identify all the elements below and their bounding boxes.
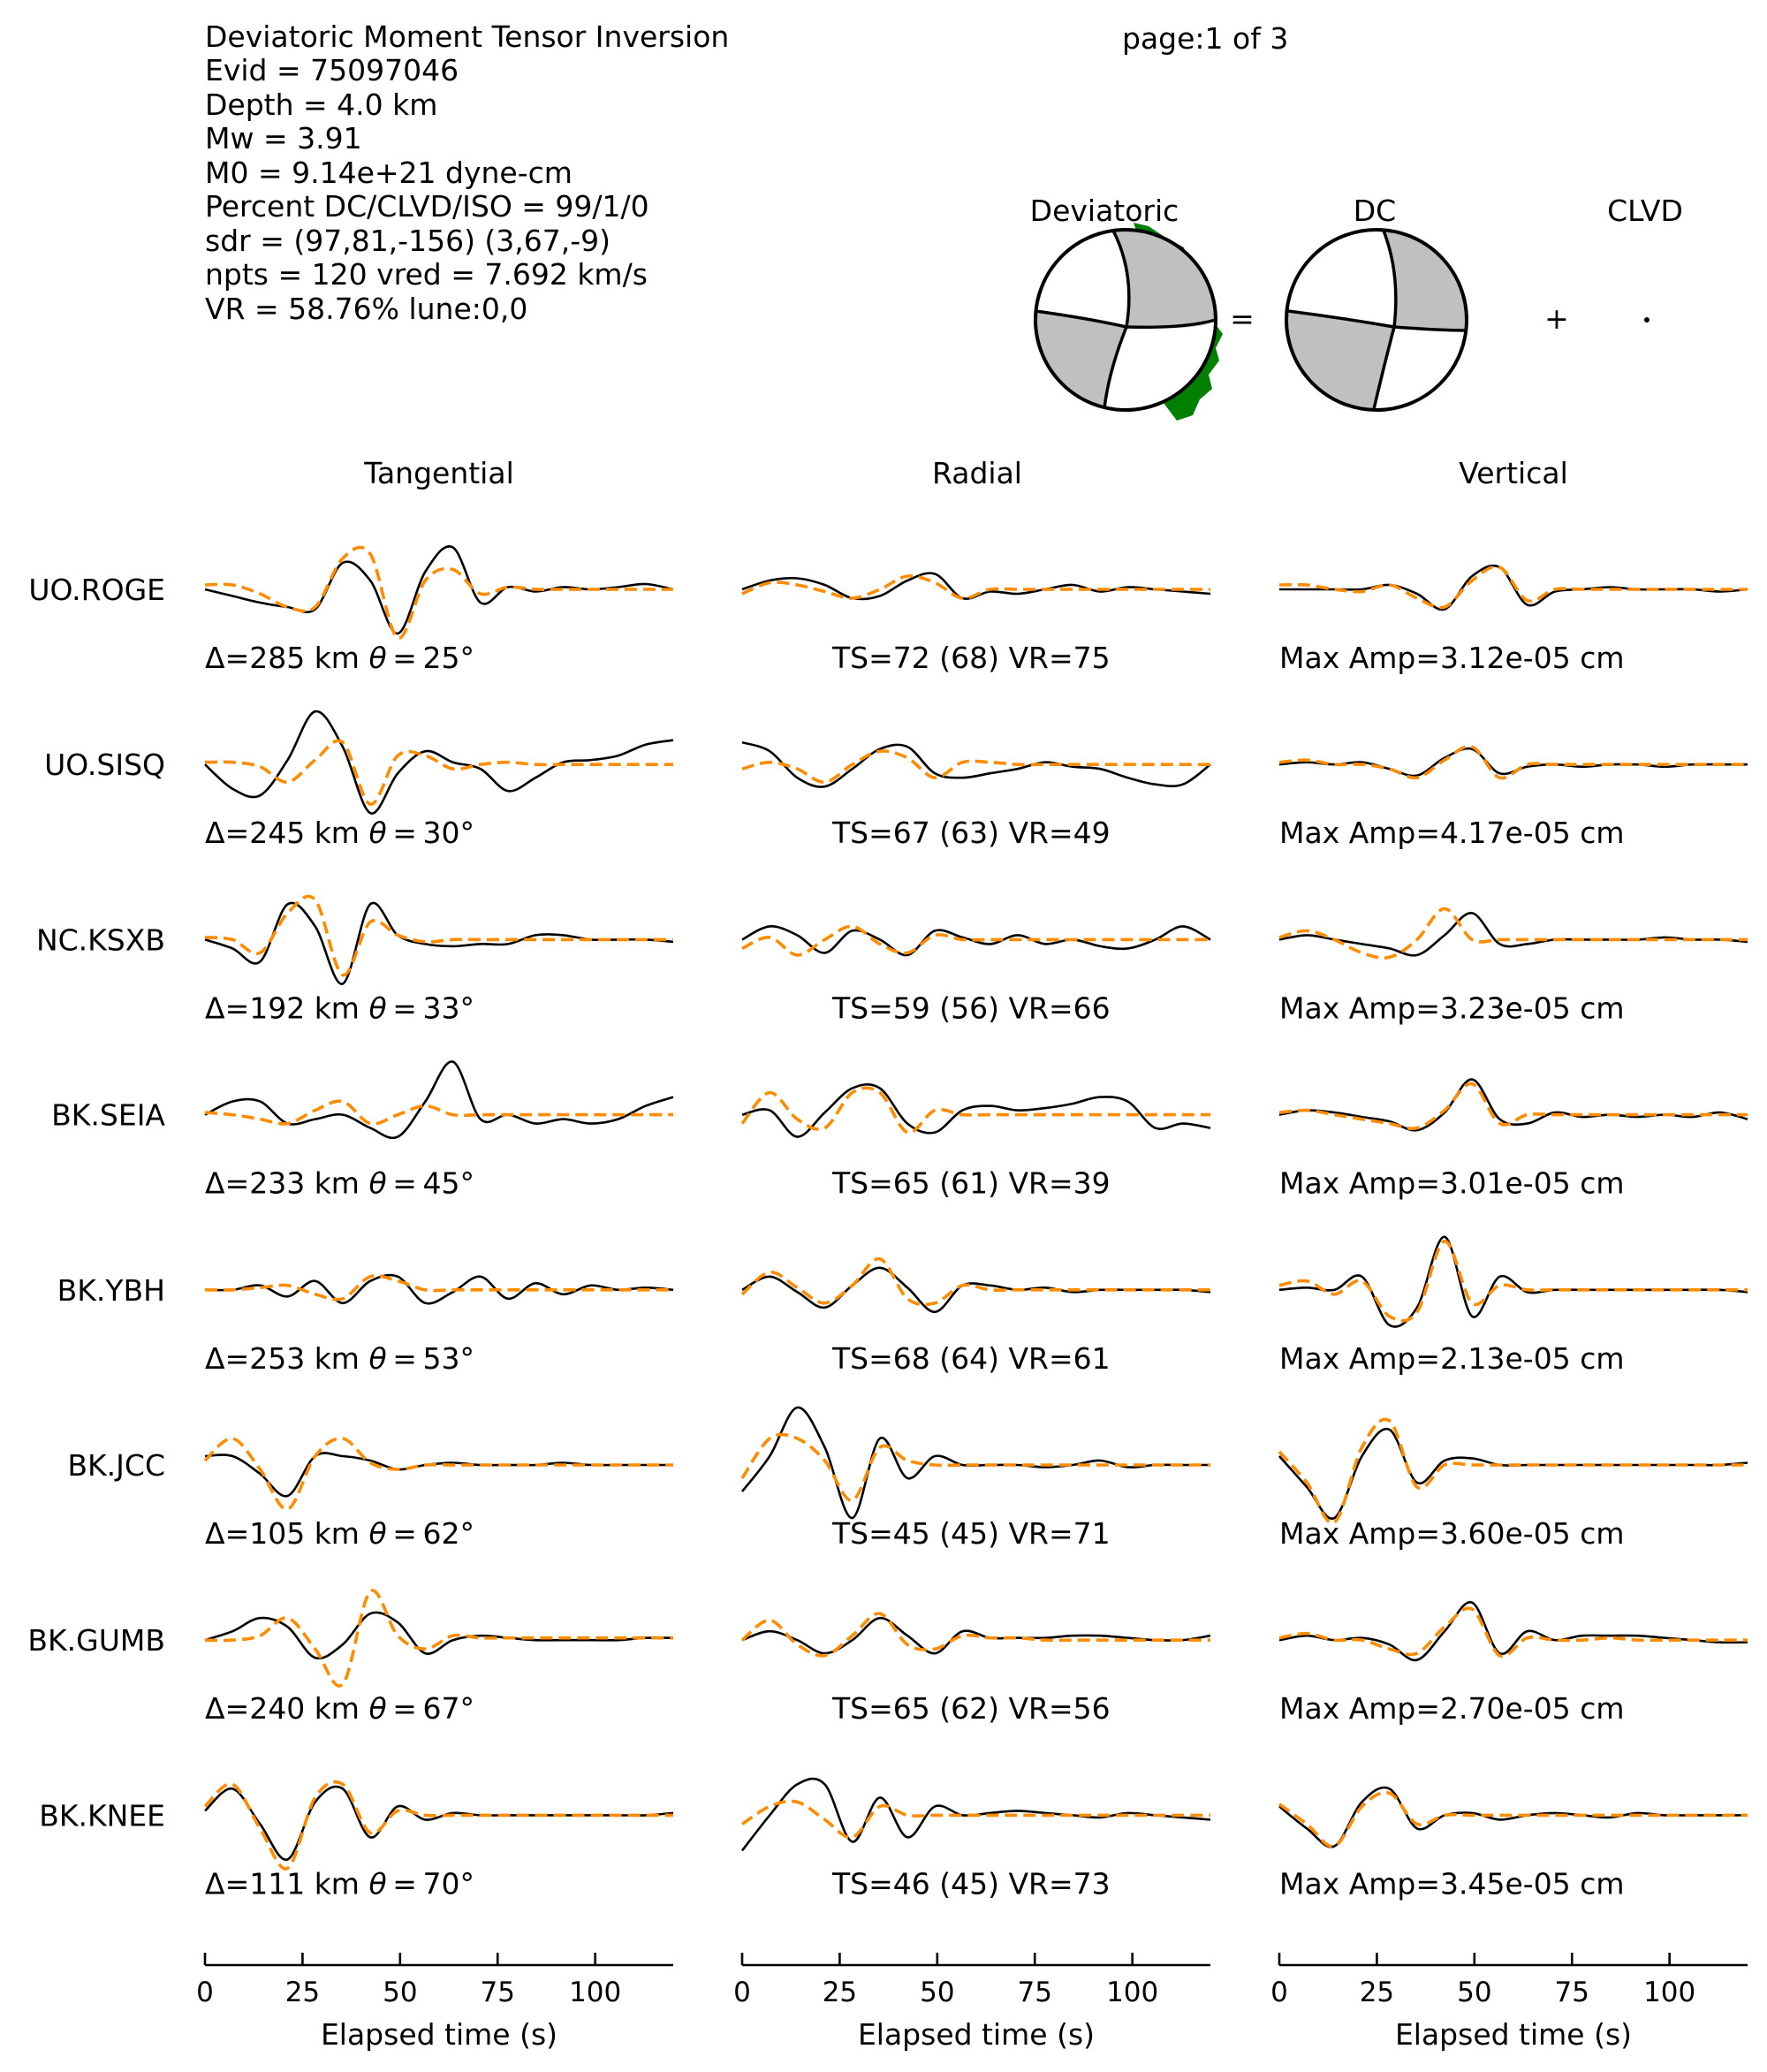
station-row	[28, 546, 1748, 675]
station-row	[67, 1408, 1748, 1551]
column-header-tangential: Tangential	[364, 456, 514, 490]
synthetic-trace-vertical	[1279, 1608, 1748, 1656]
x-axis-label: Elapsed time (s)	[320, 2017, 558, 2052]
distance-azimuth-label: Δ=233 km θ = 45°	[205, 1165, 474, 1201]
deviatoric-beachball	[1035, 230, 1216, 410]
tick-label: 50	[920, 1977, 955, 2008]
tick-label: 75	[1017, 1977, 1052, 2008]
timeshift-vr-label: TS=46 (45) VR=73	[832, 1866, 1111, 1901]
tick-label: 0	[1270, 1977, 1288, 2008]
observed-trace-radial	[742, 1268, 1210, 1312]
synthetic-trace-tangential	[205, 1438, 673, 1509]
time-axis-vertical	[1270, 1953, 1748, 2052]
timeshift-vr-label: TS=68 (64) VR=61	[832, 1340, 1111, 1376]
deviatoric-label: Deviatoric	[1029, 194, 1179, 228]
max-amplitude-label: Max Amp=3.60e-05 cm	[1279, 1516, 1625, 1551]
dc-label: DC	[1353, 194, 1397, 228]
observed-trace-tangential	[205, 1787, 673, 1860]
equals-sign: =	[1230, 301, 1255, 336]
observed-trace-vertical	[1279, 913, 1748, 955]
clvd-label: CLVD	[1607, 194, 1683, 228]
info-percent: Percent DC/CLVD/ISO = 99/1/0	[205, 189, 649, 224]
distance-azimuth-label: Δ=240 km θ = 67°	[205, 1691, 474, 1727]
max-amplitude-label: Max Amp=2.70e-05 cm	[1279, 1691, 1625, 1727]
page-label: page:1 of 3	[1122, 21, 1289, 56]
distance-azimuth-label: Δ=245 km θ = 30°	[205, 816, 474, 851]
synthetic-trace-tangential	[205, 740, 673, 804]
observed-trace-radial	[742, 742, 1210, 786]
max-amplitude-label: Max Amp=3.45e-05 cm	[1279, 1866, 1625, 1901]
observed-trace-tangential	[205, 903, 673, 984]
synthetic-trace-tangential	[205, 1590, 673, 1686]
distance-azimuth-label: Δ=105 km θ = 62°	[205, 1516, 474, 1551]
observed-trace-tangential	[205, 1061, 673, 1138]
tick-label: 25	[1359, 1977, 1395, 2008]
synthetic-trace-radial	[742, 1259, 1210, 1305]
info-vr-lune: VR = 58.76% lune:0,0	[205, 292, 528, 326]
synthetic-trace-tangential	[205, 1782, 673, 1869]
synthetic-trace-tangential	[205, 896, 673, 975]
station-rows	[27, 546, 1748, 1901]
synthetic-trace-vertical	[1279, 1419, 1748, 1522]
station-row	[44, 711, 1748, 850]
time-axis-tangential	[196, 1953, 673, 2052]
info-m0: M0 = 9.14e+21 dyne-cm	[205, 156, 573, 190]
distance-azimuth-label: Δ=253 km θ = 53°	[205, 1340, 474, 1376]
station-row	[36, 896, 1748, 1025]
observed-trace-tangential	[205, 711, 673, 814]
station-row	[27, 1590, 1748, 1726]
tick-label: 100	[569, 1977, 622, 2008]
synthetic-trace-tangential	[205, 547, 673, 638]
observed-trace-vertical	[1279, 1080, 1748, 1131]
tick-label: 25	[284, 1977, 321, 2008]
station-row	[57, 1237, 1748, 1376]
timeshift-vr-label: TS=67 (63) VR=49	[832, 816, 1111, 851]
tick-label: 50	[1457, 1977, 1492, 2008]
station-row	[51, 1061, 1748, 1200]
station-row	[39, 1779, 1748, 1901]
station-name: BK.GUMB	[27, 1623, 165, 1658]
x-axis-label: Elapsed time (s)	[1394, 2017, 1633, 2052]
tick-label: 75	[1554, 1977, 1589, 2008]
tick-label: 100	[1106, 1977, 1159, 2008]
distance-azimuth-label: Δ=285 km θ = 25°	[205, 641, 474, 675]
tick-label: 100	[1643, 1977, 1696, 2008]
info-depth: Depth = 4.0 km	[205, 87, 438, 122]
max-amplitude-label: Max Amp=3.01e-05 cm	[1279, 1165, 1625, 1201]
synthetic-trace-vertical	[1279, 908, 1748, 958]
max-amplitude-label: Max Amp=2.13e-05 cm	[1279, 1340, 1625, 1376]
tick-label: 0	[733, 1977, 751, 2008]
observed-trace-vertical	[1279, 1237, 1748, 1327]
plus-sign: +	[1544, 301, 1569, 336]
timeshift-vr-label: TS=65 (62) VR=56	[832, 1691, 1111, 1727]
observed-trace-tangential	[205, 1453, 673, 1496]
timeshift-vr-label: TS=65 (61) VR=39	[832, 1165, 1111, 1201]
synthetic-trace-vertical	[1279, 1793, 1748, 1847]
max-amplitude-label: Max Amp=4.17e-05 cm	[1279, 816, 1625, 851]
station-name: BK.SEIA	[51, 1097, 165, 1133]
column-header-vertical: Vertical	[1459, 456, 1568, 490]
timeshift-vr-label: TS=72 (68) VR=75	[832, 641, 1111, 675]
time-axes	[196, 1953, 1748, 2052]
station-name: BK.KNEE	[39, 1798, 165, 1833]
timeshift-vr-label: TS=59 (56) VR=66	[832, 990, 1111, 1026]
time-axis-radial	[733, 1953, 1210, 2052]
observed-trace-radial	[742, 1408, 1210, 1518]
info-evid: Evid = 75097046	[205, 53, 459, 87]
beachball-group	[1030, 194, 1683, 421]
synthetic-trace-radial	[742, 751, 1210, 782]
max-amplitude-label: Max Amp=3.23e-05 cm	[1279, 990, 1625, 1026]
station-name: UO.ROGE	[28, 573, 165, 607]
solution-info-block	[205, 19, 729, 326]
info-title: Deviatoric Moment Tensor Inversion	[205, 19, 730, 54]
synthetic-trace-radial	[742, 926, 1210, 955]
station-name: NC.KSXB	[35, 922, 165, 958]
info-npts-vred: npts = 120 vred = 7.692 km/s	[205, 257, 648, 292]
dc-beachball	[1286, 230, 1467, 410]
observed-trace-tangential	[205, 1613, 673, 1658]
observed-trace-vertical	[1279, 1429, 1748, 1519]
info-mw: Mw = 3.91	[205, 121, 362, 156]
info-sdr: sdr = (97,81,-156) (3,67,-9)	[205, 224, 611, 258]
observed-trace-vertical	[1279, 565, 1748, 610]
station-name: BK.YBH	[57, 1272, 165, 1308]
clvd-beachball	[1644, 317, 1649, 323]
column-header-radial: Radial	[932, 456, 1022, 490]
synthetic-trace-vertical	[1279, 1083, 1748, 1128]
station-name: UO.SISQ	[44, 748, 165, 783]
x-axis-label: Elapsed time (s)	[857, 2017, 1096, 2052]
observed-trace-vertical	[1279, 1787, 1748, 1847]
synthetic-trace-radial	[742, 1802, 1210, 1838]
observed-trace-tangential	[205, 546, 673, 634]
timeshift-vr-label: TS=45 (45) VR=71	[832, 1516, 1111, 1551]
max-amplitude-label: Max Amp=3.12e-05 cm	[1279, 641, 1625, 675]
synthetic-trace-tangential	[205, 1101, 673, 1124]
station-name: BK.JCC	[67, 1448, 165, 1483]
tick-label: 0	[196, 1977, 214, 2008]
distance-azimuth-label: Δ=192 km θ = 33°	[205, 990, 474, 1026]
tick-label: 50	[383, 1977, 418, 2008]
tick-label: 75	[480, 1977, 515, 2008]
distance-azimuth-label: Δ=111 km θ = 70°	[205, 1866, 474, 1901]
tick-label: 25	[822, 1977, 858, 2008]
